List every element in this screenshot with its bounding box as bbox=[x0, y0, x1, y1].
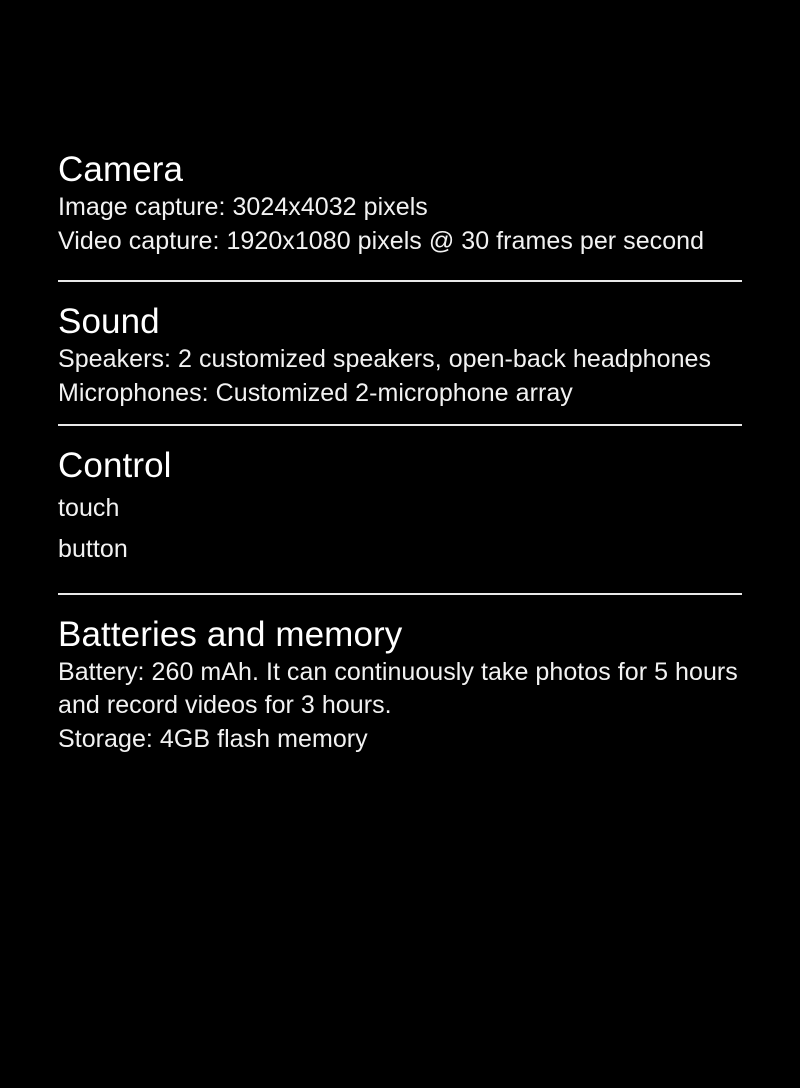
spec-line-battery: Battery: 260 mAh. It can continuously take photos for 5 hours and record videos for 3 hours. bbox=[58, 657, 738, 720]
section-body-batteries-and-memory bbox=[58, 656, 742, 757]
section-heading-sound: Sound bbox=[58, 302, 160, 342]
section-divider bbox=[58, 424, 742, 426]
section-divider bbox=[58, 593, 742, 595]
spec-line-microphones: Microphones: Customized 2-microphone array bbox=[58, 378, 573, 407]
section-heading-batteries-and-memory: Batteries and memory bbox=[58, 614, 403, 654]
spec-line-image-capture: Image capture: 3024x4032 pixels bbox=[58, 193, 428, 222]
section-body-control bbox=[58, 488, 742, 571]
section-body-camera bbox=[58, 191, 742, 258]
spec-line-touch: touch bbox=[58, 493, 120, 522]
section-heading-control: Control bbox=[58, 446, 172, 486]
spec-line-video-capture: Video capture: 1920x1080 pixels @ 30 frames per second bbox=[58, 226, 705, 255]
spec-line-storage: Storage: 4GB flash memory bbox=[58, 724, 368, 753]
section-body-sound bbox=[58, 343, 742, 410]
spec-line-button: button bbox=[58, 535, 128, 564]
section-divider bbox=[58, 280, 742, 282]
section-heading-camera: Camera bbox=[58, 150, 184, 189]
section-camera bbox=[58, 150, 742, 258]
section-batteries-and-memory bbox=[58, 615, 742, 757]
section-sound bbox=[58, 302, 742, 410]
section-control bbox=[58, 446, 742, 570]
spec-line-speakers: Speakers: 2 customized speakers, open-back headphones bbox=[58, 345, 712, 374]
spec-sheet bbox=[58, 150, 742, 756]
